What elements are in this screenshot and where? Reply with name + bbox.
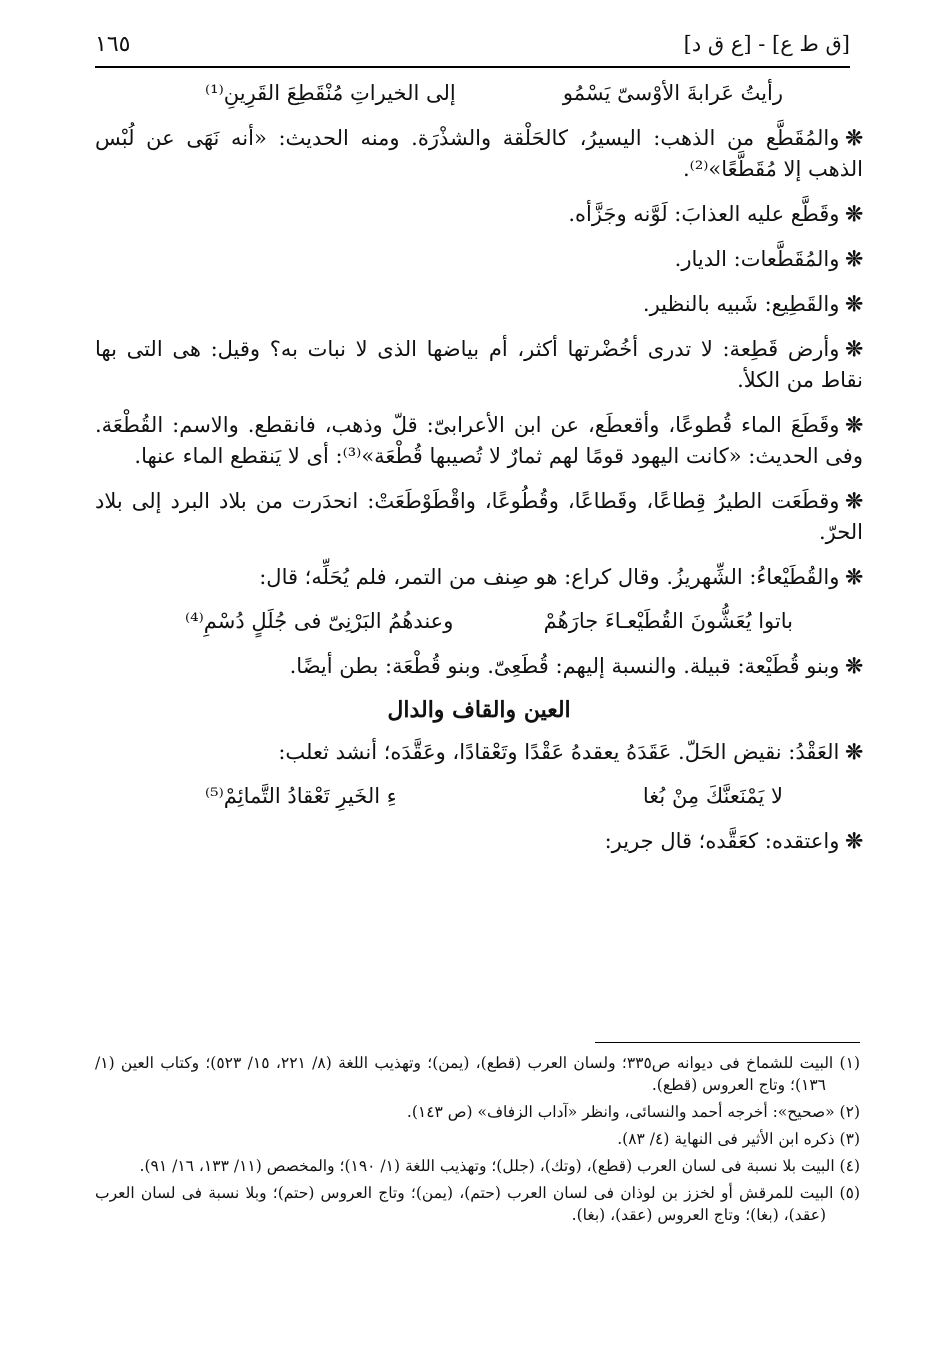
star-marker: ❊ (845, 653, 863, 678)
section-label: [ق ط ع] - [ع ق د] (683, 32, 850, 56)
footnote: (٣) ذكره ابن الأثير فى النهاية (٤/ ٨٣). (617, 1130, 860, 1148)
page-header (95, 28, 850, 66)
verse-hemistich-right: رأيتُ عَرابةَ الأوْسىّ يَسْمُو (562, 81, 783, 105)
entry-paragraph (95, 485, 863, 548)
entry-paragraph (95, 825, 863, 857)
verse-line (95, 78, 863, 109)
entry-paragraph (95, 561, 863, 593)
entry-text: والمُقَطَّع من الذهب: اليسيرُ، كالحَلْقة والشذْرَة. ومنه الحديث: «أنه نَهَى عن لُبْس الذهب إلا مُقَطَّعًا»⁽²⁾. (95, 126, 863, 181)
main-text (95, 78, 863, 870)
entry-paragraph (95, 243, 863, 275)
verse-hemistich-left: إلى الخيراتِ مُنْقَطِعَ القَرِينِ⁽¹⁾ (205, 81, 456, 105)
entry-paragraph (95, 122, 863, 185)
entry-paragraph (95, 288, 863, 320)
entry-text: وأرض قَطِعة: لا تدرى أخُضْرتها أكثر، أم بياضها الذى لا نبات به؟ وقيل: هى التى بها نقاط من الكلأ. (95, 337, 863, 392)
verse-line (95, 781, 863, 812)
entry-paragraph (95, 736, 863, 768)
entry-text: العَقْدُ: نقيض الحَلّ. عَقَدَهُ يعقدهُ عَقْدًا وتَعْقادًا، وعَقَّدَه؛ أنشد ثعلب: (278, 740, 840, 764)
entry-paragraph (95, 333, 863, 396)
header-rule (95, 66, 850, 68)
star-marker: ❊ (845, 246, 863, 271)
star-marker: ❊ (845, 201, 863, 226)
entry-text: وقطَعَت الطيرُ قِطاعًا، وقَطاعًا، وقُطُوعًا، واقْطَوْطَعَتْ: انحدَرت من بلاد البرد إلى بلاد الحرّ. (95, 489, 863, 544)
verse-hemistich-left: ءِ الخَيرِ تَعْقادُ التَّمائِمْ⁽⁵⁾ (205, 784, 397, 808)
star-marker: ❊ (845, 488, 863, 513)
entry-paragraph (95, 409, 863, 472)
verse-line (95, 606, 863, 637)
star-marker: ❊ (845, 291, 863, 316)
footnote-rule (595, 1042, 860, 1043)
verse-hemistich-right: باتوا يُعَشُّونَ القُطَيْعـاءَ جارَهُمْ (543, 609, 793, 633)
star-marker: ❊ (845, 739, 863, 764)
footnote: (١) البيت للشماخ فى ديوانه ص٣٣٥؛ ولسان العرب (قطع)، (يمن)؛ وتهذيب اللغة (٨/ ٢٢١، ١٥/ ٥٢٣)؛ وكتاب العين (١/ ١٣٦)؛ وتاج العروس (قطع). (95, 1054, 860, 1094)
entry-text: وبنو قُطَيْعة: قبيلة. والنسبة إليهم: قُطَعِىّ. وبنو قُطْعَة: بطن أيضًا. (289, 654, 840, 678)
entry-text: والمُقَطَّعات: الديار. (674, 247, 840, 271)
star-marker: ❊ (845, 564, 863, 589)
entry-text: والقَطِيع: شَبيه بالنظير. (642, 292, 840, 316)
star-marker: ❊ (845, 336, 863, 361)
star-marker: ❊ (845, 412, 863, 437)
entry-text: وقَطَعَ الماء قُطوعًا، وأقعطَع، عن ابن الأعرابىّ: قلّ وذهب، فانقطع. والاسم: القُطْعَة. وفى الحديث: «كانت اليهود قومًا لهم ثمارٌ لا تُصيبها قُطْعَة»⁽³⁾: أى لا يَنقطع الماء عنها. (95, 413, 863, 468)
entry-text: واعتقده: كعَقَّده؛ قال جرير: (604, 829, 840, 853)
verse-hemistich-left: وعندهُمُ البَرْنِىّ فى جُلَلٍ دُسْمِ⁽⁴⁾ (185, 609, 454, 633)
entry-text: والقُطَيْعاءُ: الشِّهريزُ. وقال كراع: هو صِنف من التمر، فلم يُحَلِّه؛ قال: (259, 565, 840, 589)
verse-hemistich-right: لا يَمْنَعنَّكَ مِنْ بُغا (642, 784, 783, 808)
entry-paragraph (95, 650, 863, 682)
page-number: ١٦٥ (95, 32, 131, 57)
entry-text: وقَطَّع عليه العذابَ: لَوَّنه وجَزَّأه. (568, 202, 840, 226)
footnote: (٢) «صحيح»: أخرجه أحمد والنسائى، وانظر «آداب الزفاف» (ص ١٤٣). (406, 1103, 860, 1121)
root-heading: العين والقاف والدال (387, 697, 571, 723)
footnote: (٥) البيت للمرقش أو لخزز بن لوذان فى لسان العرب (حتم)، (يمن)؛ وتاج العروس (حتم)؛ وبلا نسبة فى لسان العرب (عقد)، (بغا)؛ وتاج العروس (عقد)، (بغا). (95, 1184, 860, 1224)
entry-paragraph (95, 198, 863, 230)
footnote: (٤) البيت بلا نسبة فى لسان العرب (قطع)، (وتك)، (جلل)؛ وتهذيب اللغة (١/ ١٩٠)؛ والمخصص (١١/ ١٣٣، ١٦/ ٩١). (139, 1157, 860, 1175)
footnotes (95, 1052, 860, 1231)
star-marker: ❊ (845, 125, 863, 150)
star-marker: ❊ (845, 828, 863, 853)
